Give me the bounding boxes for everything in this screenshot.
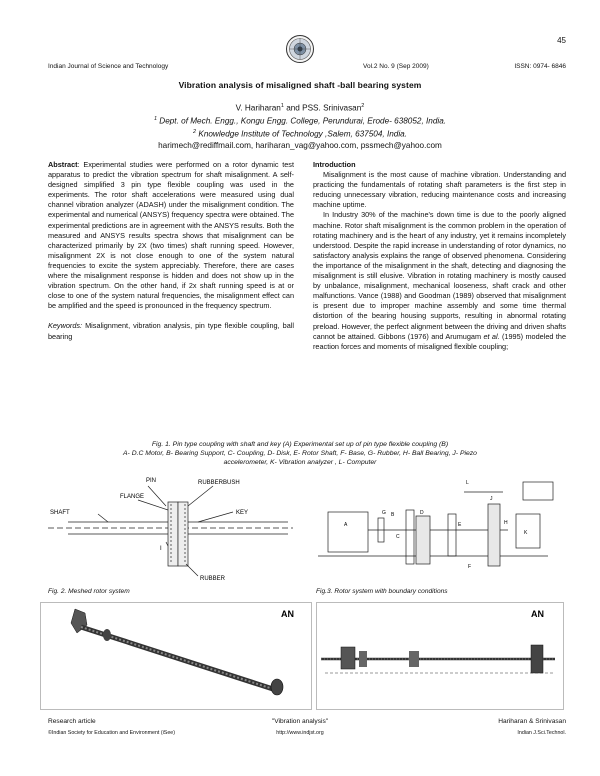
label-k: K: [524, 530, 528, 536]
meshed-rotor-render: [41, 603, 311, 709]
authors-block: [0, 101, 600, 151]
footer-journal-abbrev: Indian J.Sci.Technol.: [517, 730, 566, 736]
page-number: 45: [557, 36, 566, 45]
fig2-ansys-tag: AN: [281, 609, 294, 619]
label-pin: PIN: [146, 478, 157, 484]
label-b: B: [391, 512, 395, 518]
label-d: D: [420, 510, 424, 516]
label-a: A: [344, 522, 348, 528]
right-column: [313, 160, 566, 352]
footer-article-type: Research article: [48, 718, 96, 725]
label-h: H: [504, 520, 508, 526]
intro-paragraph-1: Misalignment is the most cause of machine vibration. Understanding and practicing the fundamentals of rotating shaft parameters is the first step in reducing unnecessary vibration, reducing maintenance costs and increasing machine uptime.: [313, 170, 566, 210]
paper-title: Vibration analysis of misaligned shaft -ball bearing system: [178, 80, 422, 90]
journal-logo: [285, 34, 315, 64]
abstract: Abstract: Experimental studies were performed on a rotor dynamic test apparatus to predict the vibration spectrum for shaft misalignment. A self-designed simplified 3 pin type flexible coupling was used in the experiments. The rotor shaft accelerations were measured using dual channel vibration analyzer (ADASH) under the misalignment condition. The experimental and numerical (ANSYS) frequency spectra were obtained. The experimental predictions are in agreement with the ANSYS results. Both the measured and ANSYS results spectra shows that misalignment can be characterized primarily by 2X (two times) shaft running speed. However, misalignment 2X is not close enough to one of the system natural frequencies to excite the system appreciably. Therefore, there are cases where the misalignment response is hidden and does not show up in the vibration spectrum. On the other hand, if 2x shaft running speed is at or close to one of the system natural frequencies, the misalignment effect can be amplified and the speed is pronounced in the frequency spectrum.: [48, 160, 294, 311]
boundary-rotor-render: [317, 603, 563, 709]
label-key: KEY: [236, 510, 249, 516]
footer-running-title: "Vibration analysis": [271, 718, 329, 725]
footer-website-link[interactable]: http://www.indjst.org: [276, 730, 324, 736]
figure-1b-setup-diagram: [318, 474, 568, 586]
label-rubber-bush: RUBBERBUSH: [198, 480, 240, 486]
issn: ISSN: 0974- 6846: [514, 63, 566, 70]
volume-info: Vol.2 No. 9 (Sep 2009): [363, 63, 429, 70]
figure-2-meshed-rotor: [40, 602, 312, 710]
label-i: I: [160, 546, 162, 552]
fig3-ansys-tag: AN: [531, 609, 544, 619]
label-rubber: RUBBER: [200, 576, 226, 582]
affiliation-2: $^2$ Knowledge Institute of Technology ,Salem, 637504, India.: [193, 129, 407, 140]
introduction-heading: Introduction: [313, 160, 356, 169]
footer-copyright: ©Indian Society for Education and Environment (iSee): [48, 730, 175, 736]
footer-authors: Hariharan & Srinivasan: [498, 718, 566, 725]
label-f: F: [468, 564, 472, 570]
author-names: V. Hariharan$^1$ and PSS. Srinivasan$^2$: [235, 103, 365, 113]
figure-1a-coupling-diagram: [48, 476, 298, 584]
label-l: L: [466, 480, 469, 486]
author-emails: harimech@rediffmail.com, hariharan_vag@yahoo.com, pssmech@yahoo.com: [158, 140, 442, 150]
left-column: [48, 160, 294, 342]
figure-3-caption: Fig.3. Rotor system with boundary conditions: [316, 588, 448, 595]
keywords: Keywords: Misalignment, vibration analysis, pin type flexible coupling, ball bearing: [48, 321, 294, 341]
journal-name: Indian Journal of Science and Technology: [48, 63, 169, 70]
affiliation-1: $^1$ Dept. of Mech. Engg., Kongu Engg. College, Perundurai, Erode- 638052, India.: [153, 116, 447, 126]
figure-2-caption: Fig. 2. Meshed rotor system: [48, 588, 130, 595]
label-c: C: [396, 534, 400, 540]
label-e: E: [458, 522, 462, 528]
intro-paragraph-2: In Industry 30% of the machine's down time is due to the poorly aligned machine. Rotor shaft misalignment is the common problem in the operation of rotating machinery and is the heart of any industry, yet it remains incompletely understood. Despite the rapid increase in understanding of rotor dynamics, no satisfactory analysis explains the range of observed phenomena. Considering the importance of the misalignment in the shaft, detecting and diagnosing the misalignment is still elusive. Vibration in rotating machinery is mostly caused by unbalance, misalignment, mechanical looseness, shaft crack and other malfunctions. Vance (1988) and Goodman (1989) observed that misalignment is present due to improper machine assembly and some time thermal distortion of the bearing housing supports, resulting in abnormal rotating preload. However, the perfect alignment between the driving and driven shafts cannot be attained. Gibbons (1976) and Arumugam et al. (1995) modeled the reaction forces and moments of misaligned flexible coupling;: [313, 210, 566, 351]
label-j: J: [490, 496, 493, 502]
label-g: G: [382, 510, 386, 516]
figure-1-caption: Fig. 1. Pin type coupling with shaft and key (A) Experimental set up of pin type flexible coupling (B) A- D.C Motor, B- Bearing Support, C- Coupling, D- Disk, E- Rotor Shaft, F- Base, G- Rubber, H- Ball Bearing, J- Piezo accelerometer, K- Vibration analyzer , L- Computer: [123, 441, 477, 466]
label-shaft: SHAFT: [50, 510, 70, 516]
figure-3-boundary-rotor: [316, 602, 564, 710]
label-flange: FLANGE: [120, 494, 145, 500]
